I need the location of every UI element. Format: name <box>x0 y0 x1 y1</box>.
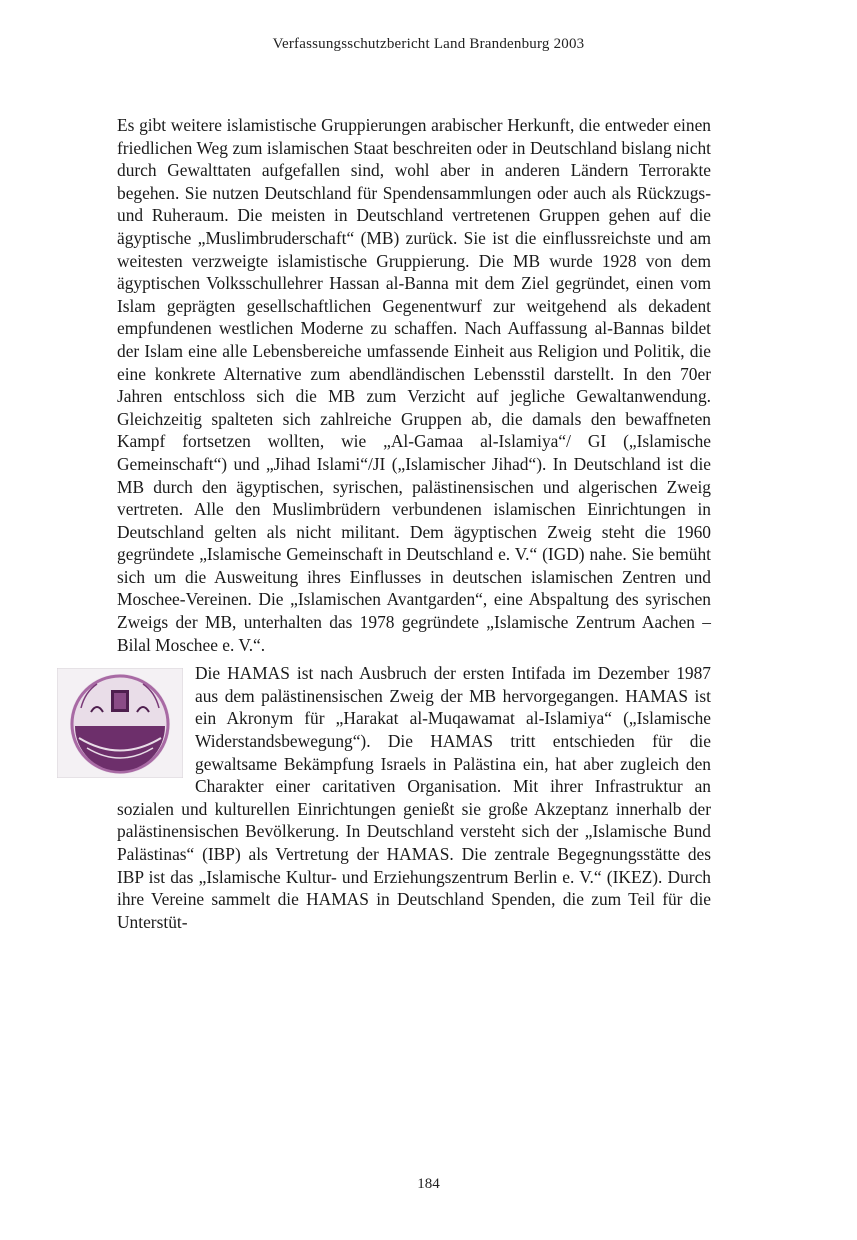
hamas-emblem-icon <box>57 668 183 778</box>
running-header: Verfassungsschutzbericht Land Brandenburg 2003 <box>272 36 585 52</box>
paragraph-hamas-text: Die HAMAS ist nach Ausbruch der ersten Intifada im Dezember 1987 aus dem palästinensischen Zweig der MB hervorgegangen. HAMAS ist ein Akronym für „Harakat al-Muqawamat al-Islamiya“ („Islamische Widerstandsbewegung“). Die HAMAS tritt entschieden für die gewaltsame Bekämpfung Israels in Palästina ein, hat aber zugleich den Charakter einer caritativen Organisation. Mit ihrer Infrastruktur an sozialen und kulturellen Einrichtungen genießt sie große Akzeptanz innerhalb der palästinensischen Bevölkerung. In Deutschland versteht sich der „Islamische Bund Palästinas“ (IBP) als Vertretung der HAMAS. Die zentrale Begegnungsstätte des IBP ist das „Islamische Kultur- und Erziehungszentrum Berlin e. V.“ (IKEZ). Durch ihre Vereine sammelt die HAMAS in Deutschland Spenden, die zum Teil für die Unterstüt- <box>117 663 711 932</box>
body-text <box>117 114 711 933</box>
paragraph-muslim-brotherhood: Es gibt weitere islamistische Gruppierungen arabischer Herkunft, die entweder einen friedlichen Weg zum islamischen Staat beschreiten oder in Deutschland bislang nicht durch Gewalttaten aufgefallen sind, wohl aber in anderen Ländern Terrorakte begehen. Sie nutzen Deutschland für Spendensammlungen oder auch als Rückzugs- und Ruheraum. Die meisten in Deutschland vertretenen Gruppen gehen auf die ägyptische „Muslimbruderschaft“ (MB) zurück. Sie ist die einflussreichste und am weitesten verzweigte islamistische Gruppierung. Die MB wurde 1928 von dem ägyptischen Volksschullehrer Hassan al-Banna mit dem Ziel gegründet, einen vom Islam geprägten gesellschaftlichen Gegenentwurf zur weitgehend als dekadent empfundenen westlichen Moderne zu schaffen. Nach Auffassung al-Bannas bildet der Islam eine alle Lebensbereiche umfassende Einheit aus Religion und Politik, die eine konkrete Alternative zum abendländischen Lebensstil darstellt. In den 70er Jahren entschloss sich die MB zum Verzicht auf jegliche Gewaltanwendung. Gleichzeitig spalteten sich zahlreiche Gruppen ab, die damals den bewaffneten Kampf fortsetzen wollten, wie „Al-Gamaa al-Islamiya“/ GI („Islamische Gemeinschaft“) und „Jihad Islami“/JI („Islamischer Jihad“). In Deutschland ist die MB durch den ägyptischen, syrischen, palästinensischen und algerischen Zweig vertreten. Alle den Muslimbrüdern verbundenen islamischen Einrichtungen in Deutschland gelten als nicht militant. Dem ägyptischen Zweig steht die 1960 gegründete „Islamische Gemeinschaft in Deutschland e. V.“ (IGD) nahe. Sie bemüht sich um die Ausweitung ihres Einflusses in deutschen islamischen Zentren und Moschee-Vereinen. Die „Islamischen Avantgarden“, eine Abspaltung des syrischen Zweigs der MB, unterhalten das 1978 gegründete „Islamische Zentrum Aachen – Bilal Moschee e. V.“. <box>117 115 711 655</box>
paragraph-hamas <box>117 662 711 933</box>
page-number: 184 <box>417 1176 440 1192</box>
